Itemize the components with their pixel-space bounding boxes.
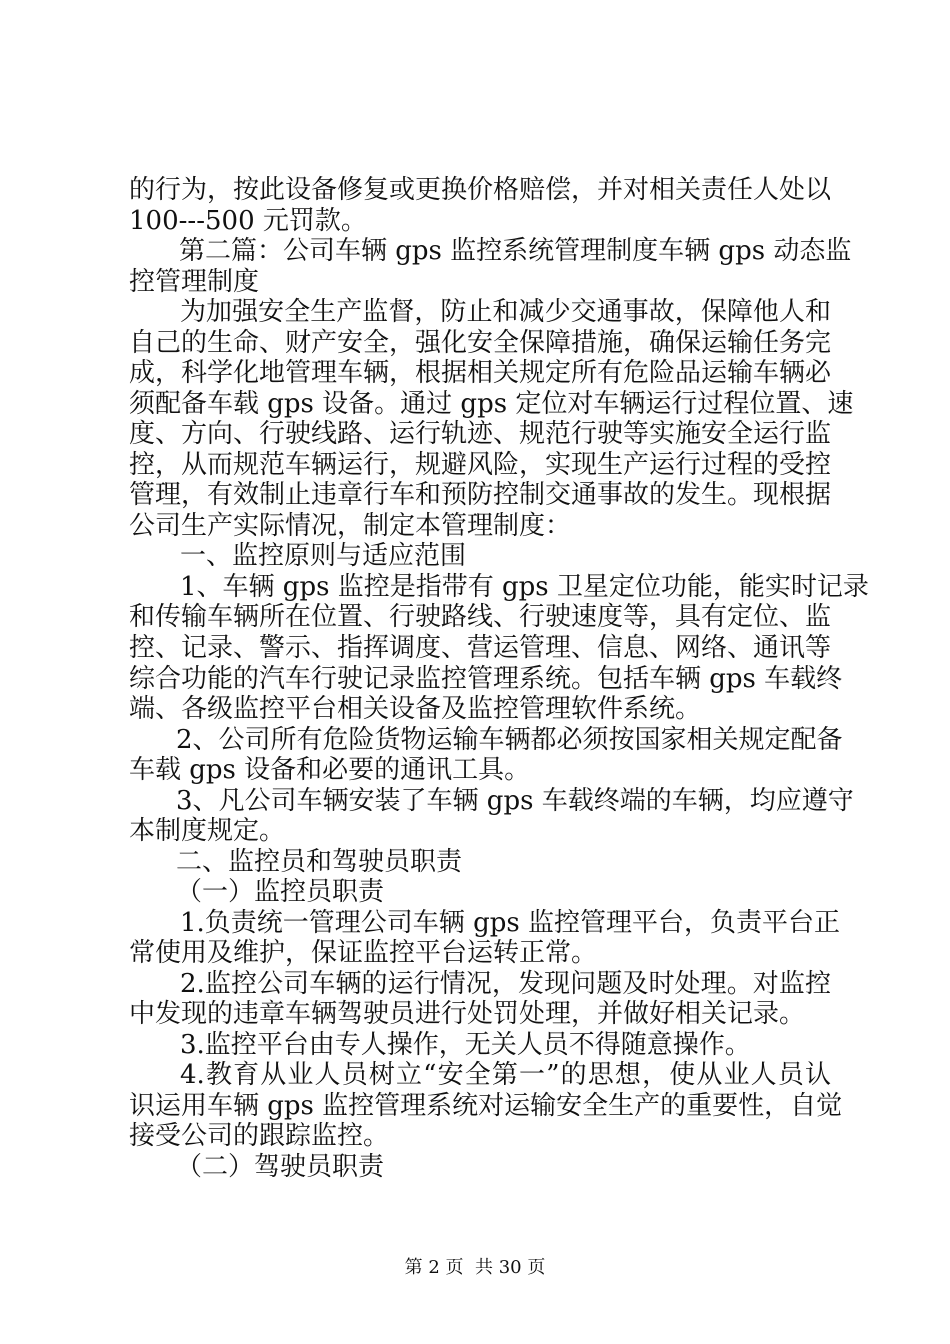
- text-line: 管理，有效制止违章行车和预防控制交通事故的发生。现根据: [129, 480, 832, 510]
- text-line: 识运用车辆 gps 监控管理系统对运输安全生产的重要性，自觉: [129, 1091, 843, 1121]
- text-line: 的行为，按此设备修复或更换价格赔偿，并对相关责任人处以: [129, 175, 832, 205]
- text-line: 中发现的违章车辆驾驶员进行处罚处理，并做好相关记录。: [129, 999, 806, 1029]
- text-line: 接受公司的跟踪监控。: [129, 1121, 390, 1151]
- text-line: 控，从而规范车辆运行，规避风险，实现生产运行过程的受控: [129, 450, 832, 480]
- page-footer: 第 2 页 共 30 页: [404, 1257, 546, 1278]
- text-line: 2.监控公司车辆的运行情况，发现问题及时处理。对监控: [180, 969, 831, 999]
- text-line: 须配备车载 gps 设备。通过 gps 定位对车辆运行过程位置、速: [129, 389, 854, 419]
- subsection-heading: （一）监控员职责: [176, 877, 385, 907]
- text-line: 度、方向、行驶线路、运行轨迹、规范行驶等实施安全运行监: [129, 419, 832, 449]
- text-line: 和传输车辆所在位置、行驶路线、行驶速度等，具有定位、监: [129, 602, 832, 632]
- section-heading: 控管理制度: [129, 267, 260, 297]
- text-line: 1、车辆 gps 监控是指带有 gps 卫星定位功能，能实时记录: [180, 572, 869, 602]
- text-line: 公司生产实际情况，制定本管理制度：: [129, 511, 572, 541]
- subsection-heading: （二）驾驶员职责: [176, 1152, 385, 1182]
- text-line: 4.教育从业人员树立“安全第一”的思想，使从业人员认: [180, 1060, 831, 1090]
- text-line: 控、记录、警示、指挥调度、营运管理、信息、网络、通讯等: [129, 633, 832, 663]
- section-heading: 二、监控员和驾驶员职责: [176, 847, 463, 877]
- section-heading: 第二篇：公司车辆 gps 监控系统管理制度车辆 gps 动态监: [179, 236, 852, 266]
- text-line: 综合功能的汽车行驶记录监控管理系统。包括车辆 gps 车载终: [129, 664, 843, 694]
- text-line: 2、公司所有危险货物运输车辆都必须按国家相关规定配备: [176, 725, 843, 755]
- text-line: 本制度规定。: [129, 816, 286, 846]
- text-line: 3、凡公司车辆安装了车辆 gps 车载终端的车辆，均应遵守: [176, 786, 854, 816]
- text-line: 自己的生命、财产安全，强化安全保障措施，确保运输任务完: [129, 328, 832, 358]
- text-line: 3.监控平台由专人操作，无关人员不得随意操作。: [180, 1030, 751, 1060]
- text-line: 100---500 元罚款。: [129, 206, 367, 236]
- text-line: 为加强安全生产监督，防止和减少交通事故，保障他人和: [180, 297, 831, 327]
- text-line: 车载 gps 设备和必要的通讯工具。: [129, 755, 531, 785]
- text-line: 1.负责统一管理公司车辆 gps 监控管理平台，负责平台正: [180, 908, 840, 938]
- text-line: 常使用及维护，保证监控平台运转正常。: [129, 938, 598, 968]
- text-line: 端、各级监控平台相关设备及监控管理软件系统。: [129, 694, 702, 724]
- section-heading: 一、监控原则与适应范围: [180, 541, 467, 571]
- text-line: 成，科学化地管理车辆，根据相关规定所有危险品运输车辆必: [129, 358, 832, 388]
